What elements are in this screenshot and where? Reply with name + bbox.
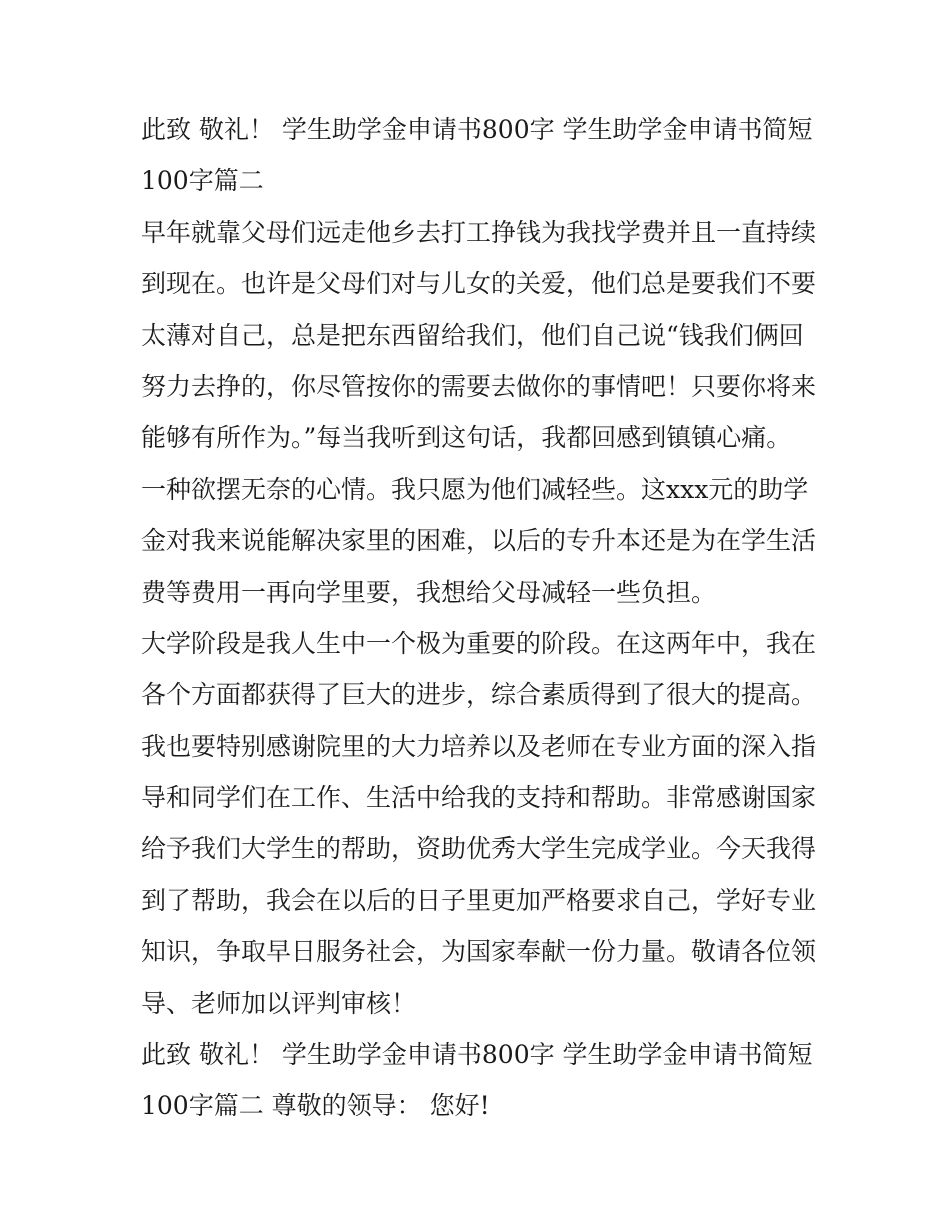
text-line: 金对我来说能解决家里的困难，以后的专升本还是为在学生活 xyxy=(141,526,817,556)
text-line: 此致 敬礼！ 学生助学金申请书800字 学生助学金申请书简短 xyxy=(141,1040,813,1070)
text-line: 导和同学们在工作、生活中给我的支持和帮助。非常感谢国家 xyxy=(141,783,817,813)
text-line: 太薄对自己，总是把东西留给我们，他们自己说“钱我们俩回 xyxy=(141,320,804,350)
text-line: 此致 敬礼！ 学生助学金申请书800字 学生助学金申请书简短 xyxy=(141,115,813,144)
text-line: 大学阶段是我人生中一个极为重要的阶段。在这两年中，我在 xyxy=(141,628,817,658)
text-line: 能够有所作为。”每当我听到这句话，我都回感到镇镇心痛。 xyxy=(141,423,792,453)
text-line: 给予我们大学生的帮助，资助优秀大学生完成学业。今天我得 xyxy=(141,834,817,864)
text-line: 我也要特别感谢院里的大力培养以及老师在专业方面的深入指 xyxy=(141,731,817,761)
document-body xyxy=(141,104,821,1132)
text-line: 到了帮助，我会在以后的日子里更加严格要求自己，学好专业 xyxy=(141,885,817,915)
text-line: 到现在。也许是父母们对与儿女的关爱，他们总是要我们不要 xyxy=(141,269,817,299)
text-line: 100字篇二 xyxy=(141,166,264,196)
text-line: 一种欲摆无奈的心情。我只愿为他们减轻些。这xxx元的助学 xyxy=(141,474,809,504)
text-line: 早年就靠父母们远走他乡去打工挣钱为我找学费并且一直持续 xyxy=(141,217,817,247)
text-line: 费等费用一再向学里要，我想给父母减轻一些负担。 xyxy=(141,577,717,607)
text-line: 各个方面都获得了巨大的进步，综合素质得到了很大的提高。 xyxy=(141,680,817,710)
text-line: 努力去挣的，你尽管按你的需要去做你的事情吧！只要你将来 xyxy=(141,371,817,401)
text-line: 导、老师加以评判审核！ xyxy=(141,988,417,1018)
text-line: 100字篇二 尊敬的领导： 您好! xyxy=(141,1091,490,1121)
text-line: 知识，争取早日服务社会，为国家奉献一份力量。敬请各位领 xyxy=(141,937,817,967)
